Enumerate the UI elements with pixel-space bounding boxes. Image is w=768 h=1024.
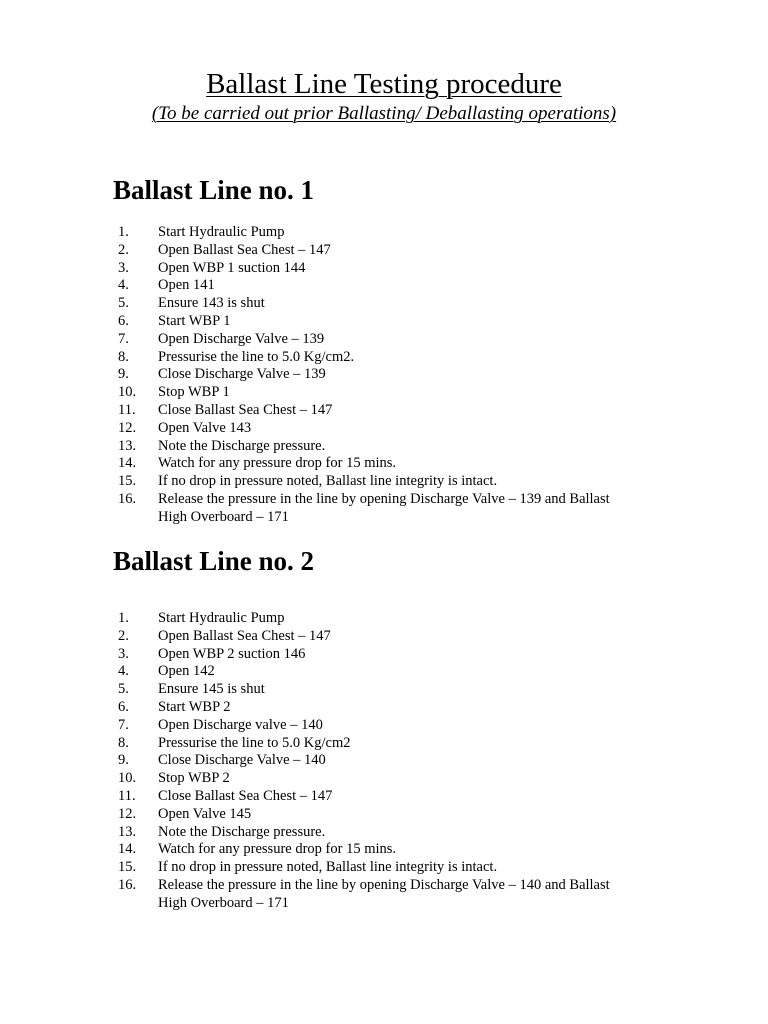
- list-item: [0, 277, 638, 295]
- step-text: Note the Discharge pressure.: [158, 823, 326, 840]
- step-list-line-2: [0, 610, 768, 913]
- step-number: 5.: [118, 295, 129, 312]
- list-item: [0, 628, 638, 646]
- step-text: Open WBP 1 suction 144: [158, 259, 306, 276]
- step-number: 1.: [118, 224, 129, 240]
- step-text: Open Discharge valve – 140: [158, 716, 323, 733]
- step-text: Watch for any pressure drop for 15 mins.: [158, 841, 397, 858]
- step-text: Open Valve 145: [158, 805, 252, 822]
- step-number: 5.: [118, 681, 129, 698]
- step-number: 6.: [118, 312, 129, 329]
- list-item: [0, 806, 638, 824]
- list-item: [0, 295, 638, 313]
- step-number: 1.: [118, 610, 129, 626]
- list-item: [0, 752, 638, 770]
- step-number: 14.: [118, 841, 137, 858]
- step-text: Open 141: [158, 277, 215, 294]
- step-number: 2.: [118, 241, 129, 258]
- list-item: [0, 366, 638, 384]
- list-item: [0, 349, 638, 367]
- step-text: Start WBP 1: [158, 312, 231, 329]
- list-item: [0, 735, 638, 753]
- list-item: [0, 877, 638, 913]
- list-item: [0, 420, 638, 438]
- list-item: [0, 681, 638, 699]
- step-list-line-1: [0, 224, 768, 527]
- list-item: [0, 491, 638, 527]
- list-item: [0, 473, 638, 491]
- step-number: 2.: [118, 627, 129, 644]
- step-text: Open Ballast Sea Chest – 147: [158, 241, 331, 258]
- list-item: [0, 841, 638, 859]
- step-number: 7.: [118, 330, 129, 347]
- step-number: 14.: [118, 455, 137, 472]
- list-item: [0, 331, 638, 349]
- step-text: Release the pressure in the line by opening Discharge Valve – 140 and Ballast High Overboard – 171: [158, 876, 610, 911]
- step-number: 8.: [118, 734, 129, 751]
- list-item: [0, 242, 638, 260]
- step-text: Pressurise the line to 5.0 Kg/cm2: [158, 734, 351, 751]
- step-number: 4.: [118, 663, 129, 680]
- step-text: If no drop in pressure noted, Ballast line integrity is intact.: [158, 859, 498, 876]
- step-text: Close Ballast Sea Chest – 147: [158, 401, 333, 418]
- section-heading-line-1: Ballast Line no. 1: [113, 175, 315, 205]
- list-item: [0, 859, 638, 877]
- step-number: 15.: [118, 473, 137, 490]
- step-text: Start Hydraulic Pump: [158, 224, 285, 240]
- list-item: [0, 455, 638, 473]
- doc-title: Ballast Line Testing procedure: [206, 68, 562, 100]
- step-number: 13.: [118, 823, 137, 840]
- step-text: Ensure 143 is shut: [158, 295, 265, 312]
- step-text: Open Valve 143: [158, 419, 252, 436]
- step-text: Open 142: [158, 663, 215, 680]
- step-text: Ensure 145 is shut: [158, 681, 265, 698]
- step-number: 12.: [118, 419, 137, 436]
- step-text: Open Ballast Sea Chest – 147: [158, 627, 331, 644]
- step-text: Close Discharge Valve – 139: [158, 366, 326, 383]
- step-number: 7.: [118, 716, 129, 733]
- list-item: [0, 260, 638, 278]
- step-number: 11.: [118, 401, 136, 418]
- step-number: 3.: [118, 259, 129, 276]
- step-text: Close Discharge Valve – 140: [158, 752, 326, 769]
- list-item: [0, 313, 638, 331]
- step-number: 11.: [118, 787, 136, 804]
- step-number: 13.: [118, 437, 137, 454]
- list-item: [0, 699, 638, 717]
- step-text: Open Discharge Valve – 139: [158, 330, 325, 347]
- section-heading-line-2: Ballast Line no. 2: [113, 546, 315, 576]
- doc-subtitle: (To be carried out prior Ballasting/ Deballasting operations): [151, 103, 617, 124]
- step-number: 4.: [118, 277, 129, 294]
- step-number: 6.: [118, 698, 129, 715]
- list-item: [0, 384, 638, 402]
- step-text: Note the Discharge pressure.: [158, 437, 326, 454]
- step-text: Start WBP 2: [158, 698, 231, 715]
- step-text: Start Hydraulic Pump: [158, 610, 285, 626]
- list-item: [0, 824, 638, 842]
- step-text: Close Ballast Sea Chest – 147: [158, 787, 333, 804]
- step-text: Open WBP 2 suction 146: [158, 645, 306, 662]
- list-item: [0, 646, 638, 664]
- list-item: [0, 438, 638, 456]
- step-text: If no drop in pressure noted, Ballast line integrity is intact.: [158, 473, 498, 490]
- step-number: 10.: [118, 770, 137, 787]
- list-item: [0, 224, 638, 242]
- step-text: Pressurise the line to 5.0 Kg/cm2.: [158, 348, 355, 365]
- step-number: 9.: [118, 752, 129, 769]
- step-number: 16.: [118, 490, 137, 507]
- step-text: Release the pressure in the line by opening Discharge Valve – 139 and Ballast High Overboard – 171: [158, 490, 610, 525]
- list-item: [0, 610, 638, 628]
- step-number: 12.: [118, 805, 137, 822]
- list-item: [0, 770, 638, 788]
- step-number: 10.: [118, 384, 137, 401]
- list-item: [0, 717, 638, 735]
- step-number: 3.: [118, 645, 129, 662]
- list-item: [0, 402, 638, 420]
- step-text: Stop WBP 2: [158, 770, 230, 787]
- step-text: Stop WBP 1: [158, 384, 230, 401]
- step-text: Watch for any pressure drop for 15 mins.: [158, 455, 397, 472]
- step-number: 8.: [118, 348, 129, 365]
- list-item: [0, 788, 638, 806]
- step-number: 16.: [118, 876, 137, 893]
- step-number: 9.: [118, 366, 129, 383]
- step-number: 15.: [118, 859, 137, 876]
- list-item: [0, 663, 638, 681]
